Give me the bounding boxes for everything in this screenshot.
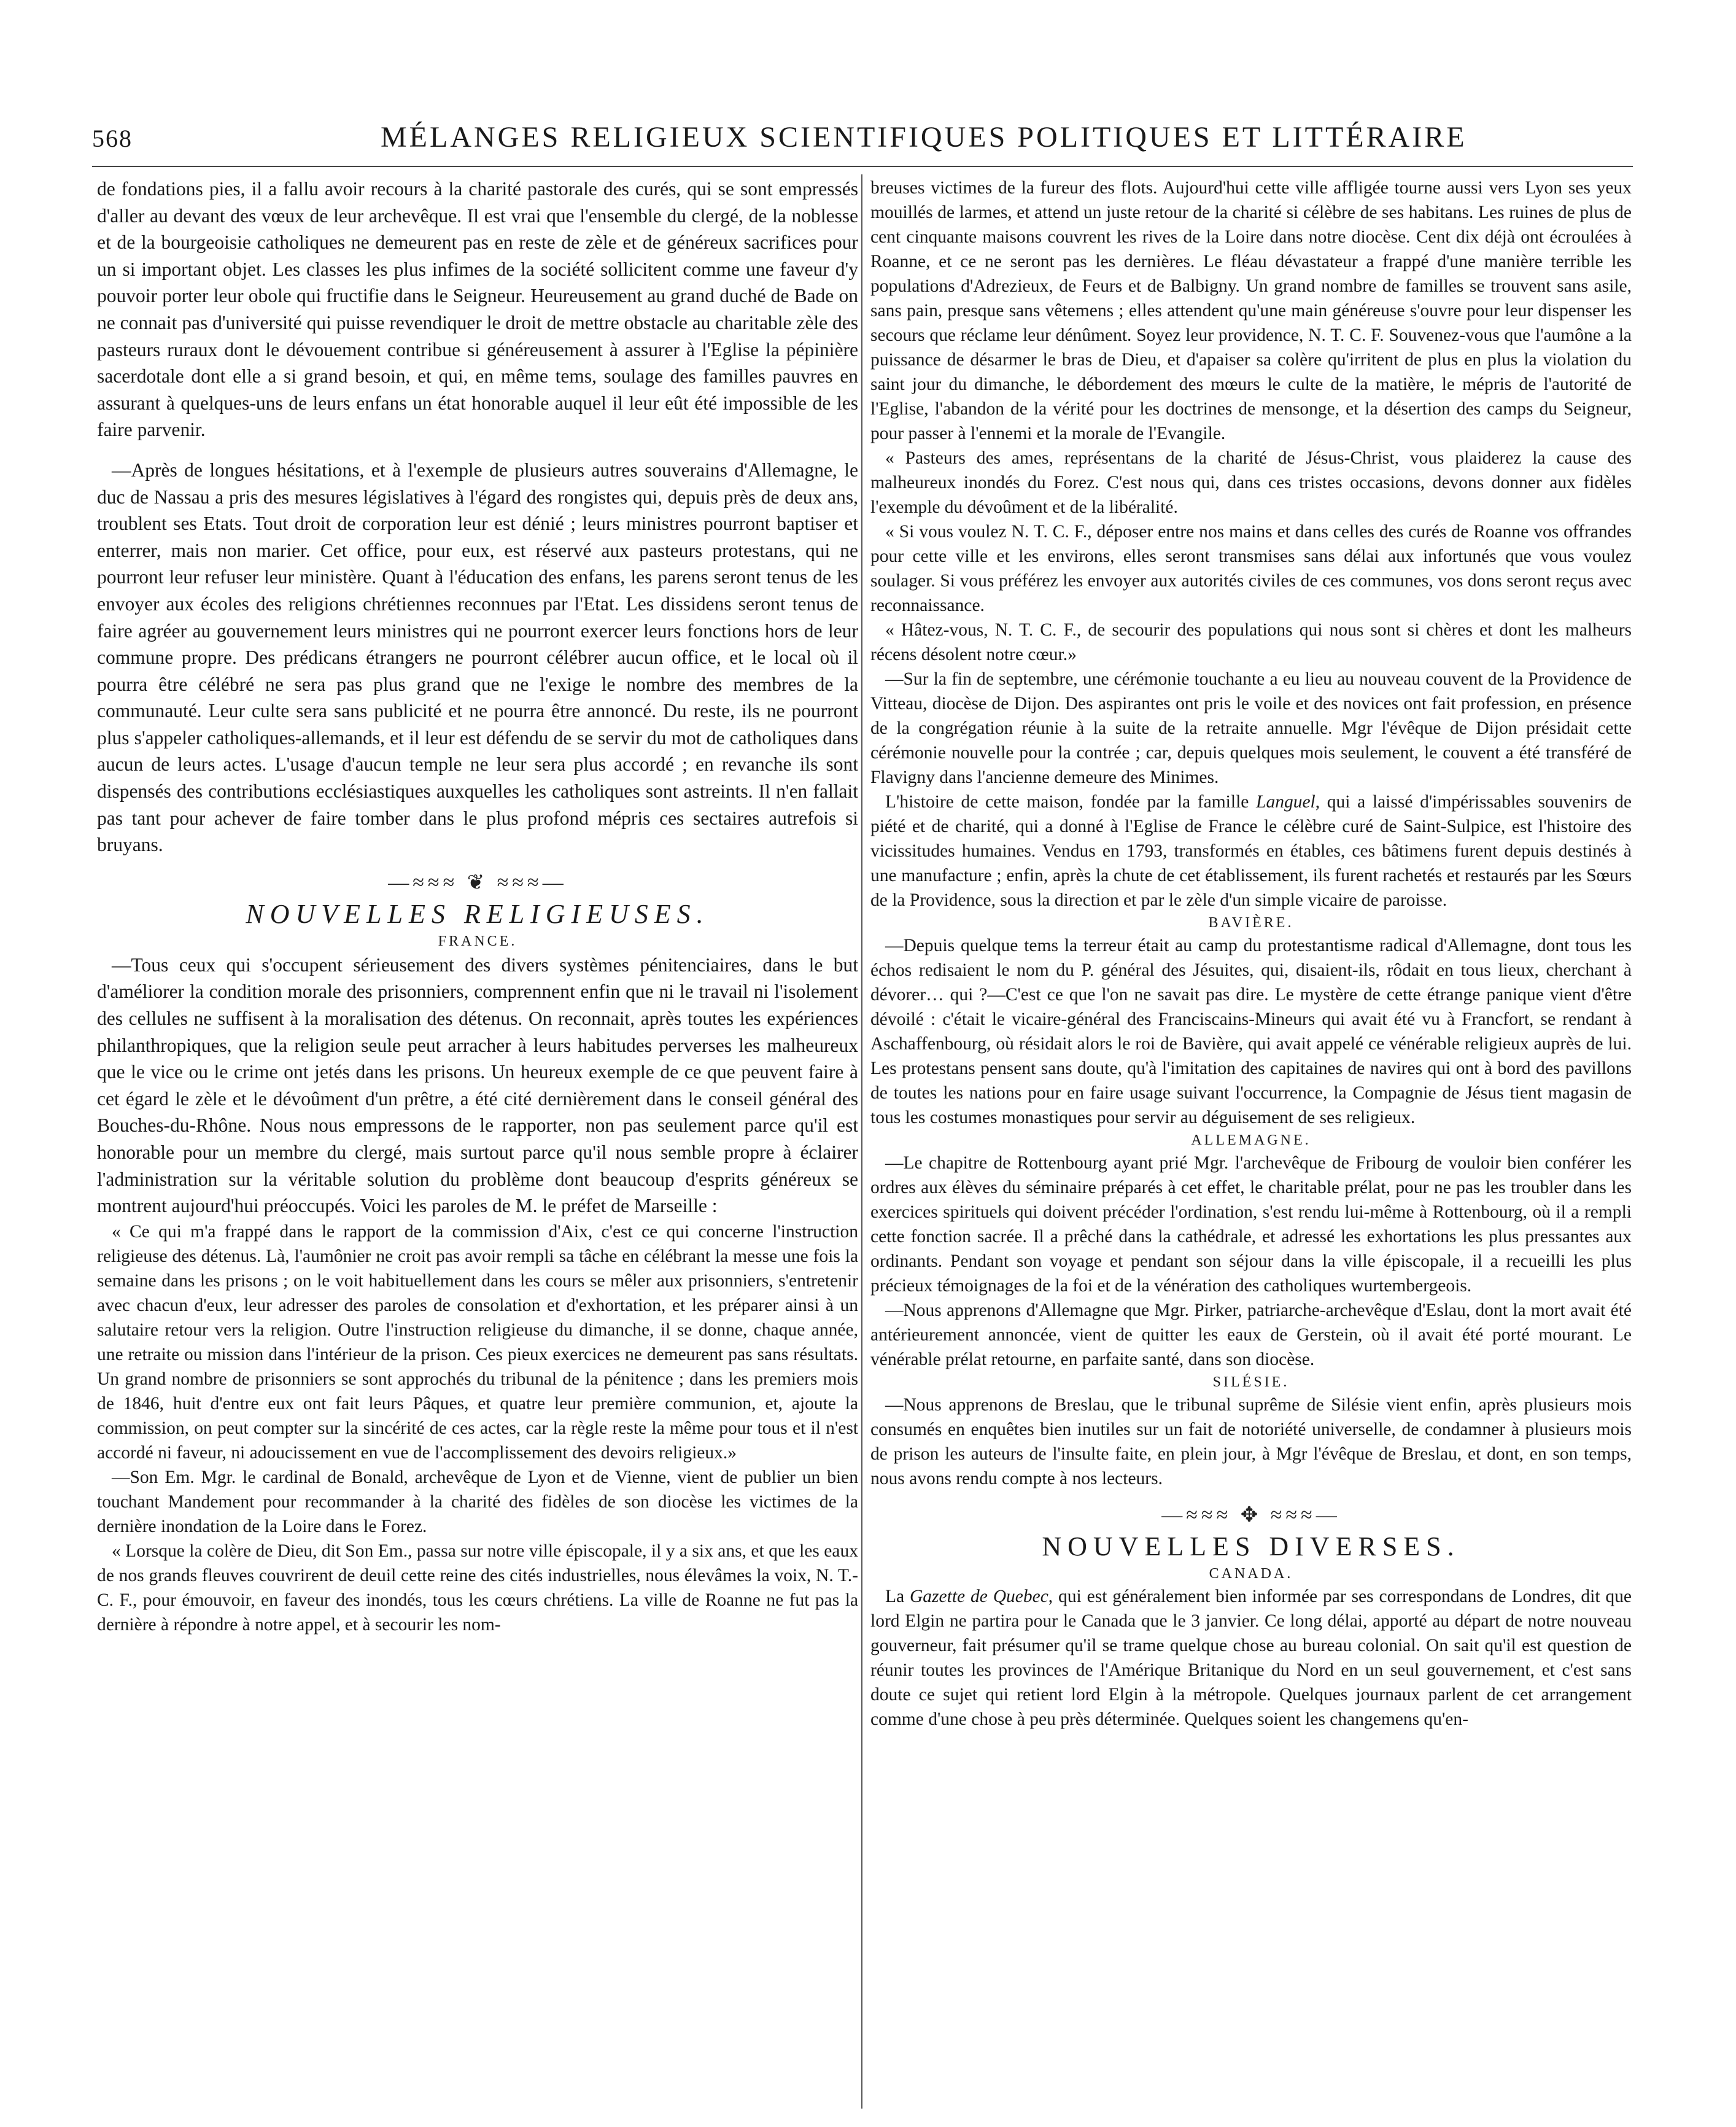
page-header (92, 120, 1627, 160)
column-divider (861, 174, 862, 2109)
paragraph: de fondations pies, il a fallu avoir recours à la charité pastorale des curés, qui se sont empressés d'aller au devant des vœux de leur archevêque. Il est vrai que l'ensemble du clergé, de la noblesse et de la bourgeoisie catholiques ne demeurent pas en reste de zèle et de généreux sacrifices pour un si important objet. Les classes les plus infimes de la société sollicitent comme une faveur d'y pouvoir porter leur obole qui fructifie dans le Seigneur. Heureusement au grand duché de Bade on ne connait pas d'université qui puisse revendiquer le droit de mettre obstacle au charitable zèle des pasteurs ruraux dont le dévouement contribue si généreusement à assurer à l'Eglise la pépinière sacerdotale dont elle a si grand besoin, et qui, en même tems, soulage des familles pauvres en assurant à quelques-uns de leurs enfans un état honorable auquel il leur eût été impossible de les faire parvenir. (97, 178, 858, 441)
subsection-silesie: SILÉSIE. (1212, 1374, 1290, 1390)
subsection-canada: CANADA. (1209, 1566, 1293, 1582)
paragraph: —Nous apprenons d'Allemagne que Mgr. Pirker, patriarche-archevêque d'Eslau, dont la mort avait été antérieurement annoncée, vient de quitter les eaux de Gerstein, où il avait été porté mourant. Le vénérable prélat retourne, en parfaite santé, dans son diocèse. (870, 1301, 1632, 1369)
subsection-france: FRANCE. (438, 933, 517, 949)
running-title: MÉLANGES RELIGIEUX SCIENTIFIQUES POLITIQUES ET LITTÉRAIRE (381, 121, 1467, 154)
italic-title: Gazette de Quebec (910, 1587, 1048, 1606)
text-run: , qui est généralement bien informée par ses correspondans de Londres, dit que lord Elgin ne partira pour le Canada que le 3 janvier. Ce long délai, apporté au départ de notre nouveau gouverneur, fait présumer qu'il se trame quelque chose au bureau colonial. On sait qu'il est question de réunir toutes les provinces de l'Amérique Britanique du Nord en un seul gouvernement, et c'est sans doute ce sujet qui retient lord Elgin à la métropole. Quelques journaux parlent de cet arrangement comme d'une chose à peu près déterminée. Quelques soient les changemens qu'en- (870, 1587, 1632, 1729)
paragraph: —Après de longues hésitations, et à l'exemple de plusieurs autres souverains d'Allemagne, le duc de Nassau a pris des mesures législatives à l'égard des rongistes qui, depuis près de deux ans, troublent ses Etats. Tout droit de corporation leur est dénié ; leurs ministres pourront baptiser et enterrer, mais non marier. Cet office, pour eux, est réservé aux pasteurs protestans, qui ne pourront leur refuser leur ministère. Quant à l'éducation des enfans, les parens seront tenus de les envoyer aux écoles des religions chrétiennes reconnues par l'Etat. Les dissidens seront tenus de faire agréer au gouvernement leurs ministres qui ne pourront exercer leurs fonctions hors de leur commune propre. Des prédicans étrangers ne pourront célébrer aucun office, et le local où il pourra être célébré ne sera pas plus grand que ne l'exige le nombre des membres de la communauté. Leur culte sera sans publicité et ne pourra être annoncé. Du reste, ils ne pourront plus s'appeler catholiques-allemands, et il leur est défendu de se servir du mot de catholiques dans aucun de leurs actes. L'usage d'aucun temple ne leur sera plus accordé ; en revanche ils sont dispensés des contributions ecclésiastiques auxquelles les catholiques sont astreints. Il n'en fallait pas tant pour achever de faire tomber dans le plus profond mépris ces sectaires autrefois si bruyans. (97, 459, 858, 856)
subsection-allemagne: ALLEMAGNE. (1191, 1132, 1311, 1148)
quoted-paragraph: « Si vous voulez N. T. C. F., déposer entre nos mains et dans celles des curés de Roanne vos offrandes pour cette ville et les environs, elles seront transmises sans délai aux infortunés que vous voulez soulager. Si vous préférez les envoyer aux autorités civiles de ces communes, vos dons seront reçus avec reconnaissance. (870, 522, 1632, 615)
quoted-paragraph: « Pasteurs des ames, représentans de la charité de Jésus-Christ, vous plaiderez la cause des malheureux inondés du Forez. C'est nous qui, dans ces tristes occasions, devons donner aux fidèles l'exemple du dévoûment et de la libéralité. (870, 448, 1632, 517)
text-run: La (885, 1587, 910, 1606)
left-column (97, 176, 858, 2110)
quoted-paragraph: breuses victimes de la fureur des flots. Aujourd'hui cette ville affligée tourne aussi vers Lyon ses yeux mouillés de larmes, et attend un juste retour de la charité si célèbre de ses habitans. Les ruines de plus de cent cinquante maisons couvrent les rives de la Loire dans notre diocèse. Cent dix déjà ont écroulées à Roanne, et ce ne seront pas les dernières. Le fléau dévastateur a frappé d'une manière terrible les populations d'Adrezieux, de Feurs et de Balbigny. Un grand nombre de familles se trouvent sans asile, sans pain, presque sans vêtemens ; elles attendent qu'une main généreuse s'ouvre pour leur dispenser les secours que réclame leur dénûment. Soyez leur providence, N. T. C. F. Souvenez-vous que l'aumône a la puissance de désarmer le bras de Dieu, et d'apaiser sa colère qu'irritent de plus en plus la violation du saint jour du dimanche, le débordement des mœurs le culte de la matière, le mépris de l'autorité de l'Eglise, l'abandon de la vérité pour les doctrines de mensonge, et la désertion des camps du Seigneur, pour passer à l'ennemi et la morale de l'Evangile. (870, 178, 1632, 443)
paragraph: —Son Em. Mgr. le cardinal de Bonald, archevêque de Lyon et de Vienne, vient de publier un bien touchant Mandement pour recommander à la charité des fidèles de son diocèse les victimes de la dernière inondation de la Loire dans le Forez. (97, 1467, 858, 1536)
paragraph (870, 1584, 1632, 1732)
page-number: 568 (92, 125, 133, 152)
section-title-various-news: NOUVELLES DIVERSES. (1042, 1531, 1460, 1561)
quoted-paragraph: « Ce qui m'a frappé dans le rapport de la commission d'Aix, c'est ce qui concerne l'instruction religieuse des détenus. Là, l'aumônier ne croit pas avoir rempli sa tâche en célébrant la messe une fois la semaine dans les prisons ; on le voit habituellement dans les cours se mêler aux prisonniers, s'entretenir avec chacun d'eux, leur adresser des paroles de consolation et d'exhortation, et les préparer ainsi à un salutaire retour vers la religion. Outre l'instruction religieuse du dimanche, il se donne, chaque année, une retraite ou mission dans l'intérieur de la prison. Ces pieux exercices ne demeurent pas sans résultats. Un grand nombre de prisonniers se sont approchés du tribunal de la pénitence ; dans les premiers mois de 1846, huit d'entre eux ont fait leurs Pâques, et quatre leur première communion, et, ajoute la commission, on peut compter sur la sincérité de ces actes, car la règle reste la même pour tous et il n'est accordé ni faveur, ni adoucissement en vue de l'accomplissement des devoirs religieux.» (97, 1221, 858, 1463)
ornament-divider: —≈≈≈ ✥ ≈≈≈— (1161, 1504, 1341, 1526)
paragraph: —Sur la fin de septembre, une cérémonie touchante a eu lieu au nouveau couvent de la Providence de Vitteau, diocèse de Dijon. Des aspirantes ont pris le voile et des novices ont fait profession, en présence de la congrégation réunie à la suite de la retraite annuelle. Mgr l'évêque de Dijon présidait cette cérémonie nouvelle pour la contrée ; car, depuis quelques mois seulement, le couvent a été transféré de Flavigny dans l'ancienne demeure des Minimes. (870, 669, 1632, 787)
italic-name: Languel (1256, 792, 1316, 812)
paragraph: —Le chapitre de Rottenbourg ayant prié Mgr. l'archevêque de Fribourg de vouloir bien conférer les ordres aux élèves du séminaire préparés à cet effet, le charitable prélat, pour ne pas les troubler dans les exercices spirituels qui doivent précéder l'ordination, s'est rendu lui-même à Rottenbourg, où il a rempli cette fonction sacrée. Il a prêché dans la cathédrale, et adressé les exhortations les plus pressantes aux ordinants. Pendant son voyage et pendant son séjour dans la ville épiscopale, il a recueilli les plus précieux témoignages de la foi et de la vénération des catholiques wurtembergeois. (870, 1153, 1632, 1296)
text-run: L'histoire de cette maison, fondée par la famille (885, 792, 1257, 812)
subsection-baviere: BAVIÈRE. (1208, 915, 1294, 931)
paragraph (870, 790, 1632, 912)
quoted-paragraph: « Hâtez-vous, N. T. C. F., de secourir des populations qui nous sont si chères et dont les malheurs récens désolent notre cœur.» (870, 620, 1632, 664)
ornament-divider: —≈≈≈ ❦ ≈≈≈— (388, 871, 567, 894)
paragraph: —Tous ceux qui s'occupent sérieusement des divers systèmes pénitenciaires, dans le but d'améliorer la condition morale des prisonniers, comprennent enfin que ni le travail ni l'isolement des cellules ne suffisent à la moralisation des détenus. On reconnait, après toutes les expériences philanthropiques, que la religion seule peut arracher à leurs habitudes perverses les malheureux que le vice ou le crime ont jetés dans les prisons. Un heureux exemple de ce que peuvent faire à cet égard le zèle et le dévoûment d'un prêtre, a été cité dernièrement dans le conseil général des Bouches-du-Rhône. Nous nous empressons de le rapporter, non pas seulement parce qu'il est honorable pour un membre du clergé, mais surtout parce qu'il nous semble propre à éclairer l'administration sur la véritable solution du problème dont beaucoup d'esprits généreux se montrent aujourd'hui préoccupés. Voici les paroles de M. le préfet de Marseille : (97, 954, 858, 1217)
header-rule (92, 166, 1633, 167)
text-run: , qui a laissé d'impérissables souvenirs de piété et de charité, qui a donné à l'Eglise de France le célèbre curé de Saint-Sulpice, est l'histoire des vicissitudes humaines. Vendus en 1793, transformés en étables, ces bâtimens furent depuis destinés à une manufacture ; enfin, après la chute de cet établissement, ils furent rachetés et restaurés par les Sœurs de la Providence, sous la direction et par le zèle d'un simple vicaire de paroisse. (870, 792, 1632, 910)
quoted-paragraph: « Lorsque la colère de Dieu, dit Son Em., passa sur notre ville épiscopale, il y a six ans, et que les eaux de nos grands fleuves couvrirent de deuil cette reine des cités industrielles, nous élevâmes la voix, N. T.-C. F., pour émouvoir, en faveur des inondés, tous les cœurs chrétiens. La ville de Roanne ne fut pas la dernière à répondre à notre appel, et à secourir les nom- (97, 1541, 858, 1635)
right-column (870, 176, 1632, 2110)
paragraph: —Depuis quelque tems la terreur était au camp du protestantisme radical d'Allemagne, dont tous les échos redisaient le nom du P. général des Jésuites, qui, disaient-ils, rôdait en tous lieux, cherchant à dévorer… qui ?—C'est ce que l'on ne savait pas dire. Le mystère de cette étrange panique vient d'être dévoilé : c'était le vicaire-général des Franciscains-Mineurs qui avait été vu à Francfort, se rendant à Aschaffenbourg, où résidait alors le roi de Bavière, qui avait appelé ce vénérable religieux auprès de lui. Les protestans pensent sans doute, qu'à l'imitation des capitaines de navires qui ont à bord des pavillons de toutes les nations pour en faire usage suivant l'occurrence, la Compagnie de Jésus tient magasin de tous les costumes monastiques pour servir au déguisement de ses religieux. (870, 936, 1632, 1127)
section-title-religious-news: NOUVELLES RELIGIEUSES. (246, 898, 710, 929)
paragraph: —Nous apprenons de Breslau, que le tribunal suprême de Silésie vient enfin, après plusieurs mois consumés en enquêtes bien inutiles sur un fait de notoriété universelle, de condamner à plusieurs mois de prison les auteurs de l'insulte faite, en plein jour, à Mgr l'évêque de Breslau, et dont, en son temps, nous avons rendu compte à nos lecteurs. (870, 1395, 1632, 1488)
spacer (97, 443, 858, 457)
